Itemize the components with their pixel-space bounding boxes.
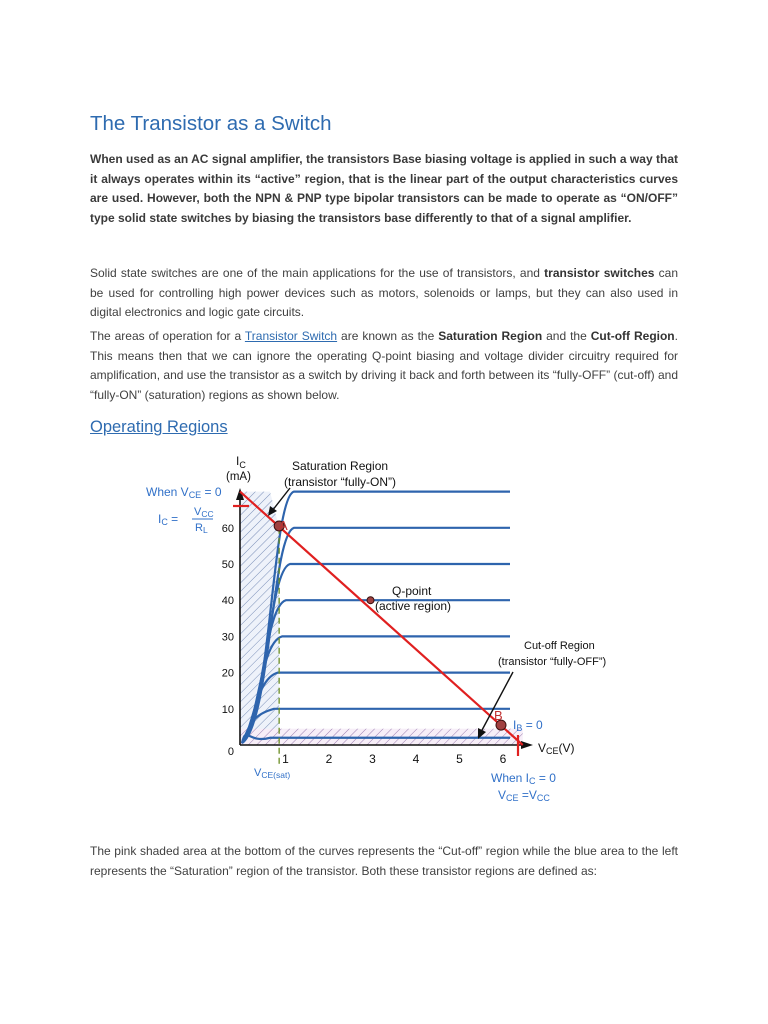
page-title: The Transistor as a Switch	[90, 112, 332, 135]
vcc-numerator: VCC	[194, 506, 214, 519]
para2-bold-transistor-switches: transistor switches	[544, 266, 655, 280]
cutoff-region-label: Cut-off Region	[524, 640, 595, 652]
y-tick-60: 60	[221, 522, 234, 535]
x-tick-5: 5	[456, 752, 463, 766]
ib-zero-label: IB = 0	[513, 718, 543, 733]
intro-paragraph: When used as an AC signal amplifier, the transistors Base biasing voltage is applied in such a way that it always operates within its “active” region, that is the linear part of the output characteristics curves are used. However, both the NPN & PNP type bipolar transistors can be made to operate as “ON/OFF” type solid state switches by biasing the transistors base differently to that of a signal amplifier.	[90, 152, 678, 225]
para3-bold-cutoff: Cut-off Region	[590, 329, 675, 343]
x-tick-6: 6	[499, 752, 507, 766]
para3-text-3: and the	[542, 329, 591, 343]
y-tick-10: 10	[221, 703, 234, 716]
para3-text-2: are known as the	[337, 329, 439, 343]
vce-sat-label: VCE(sat)	[254, 767, 291, 780]
y-tick-40: 40	[221, 595, 234, 608]
saturation-region-sub: (transistor “fully-ON”)	[284, 475, 397, 489]
para2-text-1: Solid state switches are one of the main applications for the use of transistors, and	[90, 266, 545, 280]
when-ic-zero-label: When IC = 0	[491, 771, 556, 786]
ic-axis-unit: (mA)	[226, 471, 251, 483]
y-tick-30: 30	[221, 631, 234, 644]
operating-regions-chart	[0, 440, 768, 820]
y-tick-50: 50	[221, 559, 234, 571]
x-axis-arrow	[521, 741, 533, 749]
transistor-switch-link[interactable]: Transistor Switch	[244, 329, 338, 343]
solid-state-paragraph	[90, 264, 678, 323]
operating-regions-heading: Operating Regions	[90, 418, 228, 436]
areas-paragraph	[90, 327, 678, 405]
vce-equals-vcc-label: VCE =VCC	[498, 788, 550, 803]
cutoff-region-sub: (transistor “fully-OFF”)	[498, 656, 607, 668]
rl-denominator: RL	[195, 522, 208, 535]
y-tick-0: 0	[227, 746, 234, 758]
x-tick-3: 3	[369, 752, 376, 766]
qpoint-label: Q-point	[392, 584, 432, 598]
ic-axis-label: $I_C$	[236, 454, 246, 470]
para3-text-4: . This means then that we can ignore the operating Q-point biasing and voltage divider circuitry required for amplification, and use the transistor as a switch by driving it back and forth between its “fully-OFF” (cut-off) and “fully-ON” (saturation) regions as shown below.	[90, 329, 678, 402]
y-tick-20: 20	[221, 667, 234, 680]
qpoint-sub: (active region)	[375, 599, 452, 613]
point-a-label: A	[279, 518, 288, 533]
when-vce-zero-label: When VCE = 0	[146, 485, 222, 500]
x-tick-4: 4	[412, 752, 420, 766]
saturation-region-label: Saturation Region	[292, 459, 389, 473]
shaded-area-paragraph: The pink shaded area at the bottom of the curves represents the “Cut-off” region while the blue area to the left represents the “Saturation” region of the transistor. Both these transistor regions are defined as:	[90, 844, 678, 878]
curve-ib3	[242, 636, 510, 743]
ic-equals-label: IC =	[158, 512, 179, 527]
vce-axis-label: VCE(V)	[538, 741, 575, 756]
para3-text-1: The areas of operation for a	[90, 329, 245, 343]
point-q-marker	[367, 597, 374, 604]
point-b-label: B	[494, 708, 503, 723]
para3-bold-saturation: Saturation Region	[438, 329, 543, 343]
x-tick-2: 2	[325, 752, 333, 766]
x-tick-1: 1	[282, 752, 289, 766]
para2-text-2: can be used for controlling high power devices such as motors, solenoids or lamps, but they can also used in digital electronics and logic gate circuits.	[90, 266, 679, 320]
curve-ib5	[242, 564, 510, 743]
